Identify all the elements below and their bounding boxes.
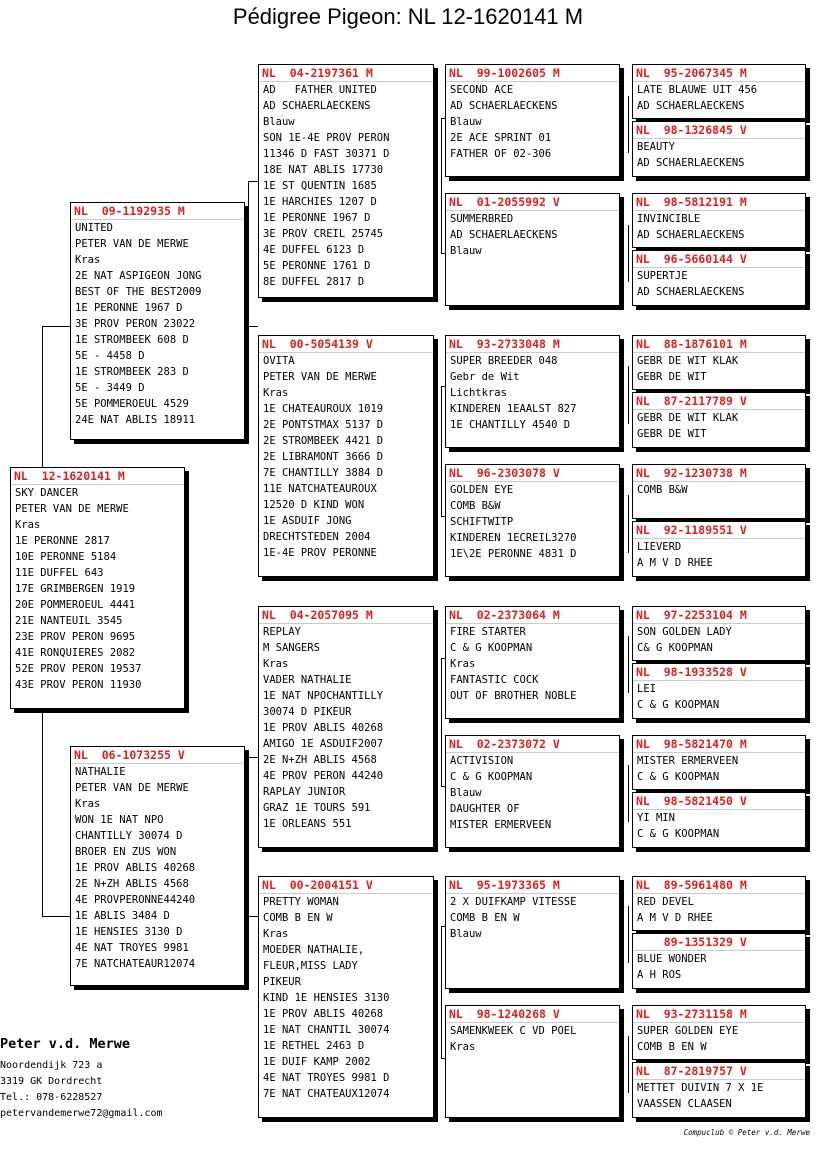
pigeon-details (633, 894, 805, 926)
ring-number: NL 89-5961480 M (633, 877, 805, 894)
pigeon-details (446, 624, 619, 704)
pigeon-line: 5E - 3449 D (75, 382, 145, 394)
connector-line (42, 326, 43, 469)
pigeon-line: 5E PERONNE 1761 D (263, 260, 371, 272)
pigeon-gen4 (632, 876, 806, 931)
ring-number: NL 06-1073255 V (71, 747, 244, 764)
pigeon-line: 1E PROV ABLIS 40268 (263, 1008, 384, 1020)
pigeon-line: FLEUR,MISS LADY (263, 960, 358, 972)
ring-number: NL 98-5821470 M (633, 736, 805, 753)
pigeon-line: COMB B&W (637, 484, 688, 496)
ring-number: NL 98-5821450 V (633, 793, 805, 810)
pigeon-line: 7E NATCHATEAUR12074 (75, 958, 196, 970)
pigeon-line: WON 1E NAT NPO (75, 814, 164, 826)
ring-number: NL 09-1192935 M (71, 203, 244, 220)
pigeon-line: SUPER GOLDEN EYE (637, 1025, 739, 1037)
breeder-email: petervandemerwe72@gmail.com (0, 1108, 163, 1119)
pigeon-details (633, 1080, 805, 1112)
pigeon-line: SON GOLDEN LADY (637, 626, 732, 638)
pigeon-line: 1E PERONNE 1967 D (75, 302, 183, 314)
pigeon-gen3 (445, 735, 620, 848)
pigeon-line: 1E-4E PROV PERONNE (263, 547, 377, 559)
pigeon-line: NATHALIE (75, 766, 126, 778)
connector-line (248, 181, 249, 327)
pigeon-line: 12520 D KIND WON (263, 499, 365, 511)
pigeon-sire (70, 202, 245, 440)
pigeon-line: AD SCHAERLAECKENS (637, 157, 745, 169)
pigeon-details (633, 539, 805, 571)
connector-line (248, 757, 249, 917)
pigeon-sire-sire (258, 64, 434, 298)
pigeon-details (259, 624, 433, 832)
pigeon-subject (10, 467, 185, 709)
pigeon-dam-sire (258, 606, 434, 848)
pigeon-details (71, 220, 244, 428)
pigeon-line: 1E ST QUENTIN 1685 (263, 180, 377, 192)
ring-number: NL 99-1002605 M (446, 65, 619, 82)
pigeon-line: 17E GRIMBERGEN 1919 (15, 583, 136, 595)
ring-number: NL 00-2004151 V (259, 877, 433, 894)
ring-number: NL 93-2733048 M (446, 336, 619, 353)
pigeon-line: 4E DUFFEL 6123 D (263, 244, 365, 256)
pigeon-details (259, 894, 433, 1102)
pigeon-line: 1E PERONNE 2817 (15, 535, 110, 547)
pigeon-line: AD FATHER UNITED (263, 84, 377, 96)
pigeon-line: SECOND ACE (450, 84, 514, 96)
pigeon-gen3 (445, 64, 620, 177)
pigeon-details (446, 894, 619, 942)
pigeon-gen4 (632, 663, 806, 719)
connector-line (42, 916, 70, 917)
pigeon-line: PETER VAN DE MERWE (75, 782, 189, 794)
connector-line (42, 710, 43, 916)
pigeon-line: Kras (75, 254, 101, 266)
pigeon-line: Kras (75, 798, 101, 810)
pigeon-line: PRETTY WOMAN (263, 896, 339, 908)
pigeon-line: YI MIN (637, 812, 675, 824)
pigeon-line: FANTASTIC COCK (450, 674, 539, 686)
pigeon-line: OVITA (263, 355, 295, 367)
pigeon-line: C & G KOOPMAN (637, 828, 720, 840)
pigeon-gen4 (632, 606, 806, 661)
pigeon-line: INVINCIBLE (637, 213, 701, 225)
ring-number: NL 98-1326845 V (633, 122, 805, 139)
ring-number: 89-1351329 V (633, 934, 805, 951)
pigeon-line: 24E NAT ABLIS 18911 (75, 414, 196, 426)
ring-number: NL 01-2055992 V (446, 194, 619, 211)
connector-line (628, 495, 629, 553)
pigeon-line: COMB B&W (450, 500, 501, 512)
connector-line (248, 757, 258, 758)
pigeon-details (633, 681, 805, 713)
pigeon-line: 1E DUIF KAMP 2002 (263, 1056, 371, 1068)
pigeon-line: Kras (15, 519, 41, 531)
pigeon-line: 1E ORLEANS 551 (263, 818, 352, 830)
pigeon-line: Blauw (450, 787, 482, 799)
footer-credit: Compuclub © Peter v.d. Merwe (683, 1128, 810, 1137)
ring-number: NL 98-1933528 V (633, 664, 805, 681)
pigeon-line: 11E DUFFEL 643 (15, 567, 104, 579)
pigeon-gen4 (632, 792, 806, 848)
pigeon-line: FIRE STARTER (450, 626, 526, 638)
pigeon-line: CHANTILLY 30074 D (75, 830, 183, 842)
pigeon-details (633, 211, 805, 243)
pigeon-line: DRECHTSTEDEN 2004 (263, 531, 371, 543)
connector-line (628, 96, 629, 153)
pigeon-line: BROER EN ZUS WON (75, 846, 177, 858)
pigeon-line: AD SCHAERLAECKENS (637, 229, 745, 241)
pigeon-line: ACTIVISION (450, 755, 514, 767)
pigeon-gen4 (632, 1005, 806, 1060)
pigeon-line: 10E PERONNE 5184 (15, 551, 117, 563)
pigeon-line: 23E PROV PERON 9695 (15, 631, 136, 643)
pigeon-line: SON 1E-4E PROV PERON (263, 132, 390, 144)
pigeon-line: 5E - 4458 D (75, 350, 145, 362)
pigeon-line: 4E PROV PERON 44240 (263, 770, 384, 782)
pigeon-line: Kras (263, 658, 289, 670)
pigeon-details (71, 764, 244, 972)
ring-number: NL 04-2057095 M (259, 607, 433, 624)
pigeon-line: 2E N+ZH ABLIS 4568 (75, 878, 189, 890)
breeder-info (0, 1036, 163, 1122)
pigeon-line: 1E\2E PERONNE 4831 D (450, 548, 577, 560)
ring-number: NL 02-2373072 V (446, 736, 619, 753)
pigeon-line: 52E PROV PERON 19537 (15, 663, 142, 675)
pigeon-line: PETER VAN DE MERWE (263, 371, 377, 383)
pigeon-details (446, 353, 619, 433)
pigeon-details (633, 353, 805, 385)
pigeon-line: C& G KOOPMAN (637, 642, 713, 654)
pigeon-line: GEBR DE WIT (637, 371, 707, 383)
pigeon-gen4 (632, 1062, 806, 1118)
pigeon-line: AD SCHAERLAECKENS (263, 100, 371, 112)
pigeon-gen3 (445, 335, 620, 448)
pigeon-line: 21E NANTEUIL 3545 (15, 615, 123, 627)
pigeon-line: KIND 1E HENSIES 3130 (263, 992, 390, 1004)
pigeon-gen4 (632, 64, 806, 119)
pigeon-line: 1E ABLIS 3484 D (75, 910, 170, 922)
pigeon-details (633, 951, 805, 983)
ring-number: NL 98-1240268 V (446, 1006, 619, 1023)
pigeon-line: 1E RETHEL 2463 D (263, 1040, 365, 1052)
pigeon-line: BLUE WONDER (637, 953, 707, 965)
pigeon-line: GRAZ 1E TOURS 591 (263, 802, 371, 814)
pigeon-line: PIKEUR (263, 976, 301, 988)
pigeon-line: Blauw (450, 245, 482, 257)
pigeon-line: 11E NATCHATEAUROUX (263, 483, 377, 495)
pigeon-line: VAASSEN CLAASEN (637, 1098, 732, 1110)
pigeon-line: 3E PROV PERON 23022 (75, 318, 196, 330)
pigeon-line: SUPERTJE (637, 270, 688, 282)
ring-number: NL 92-1230738 M (633, 465, 805, 482)
ring-number: NL 96-2303078 V (446, 465, 619, 482)
ring-number: NL 95-1973365 M (446, 877, 619, 894)
connector-line (441, 118, 442, 253)
pigeon-line: SKY DANCER (15, 487, 79, 499)
pigeon-details (633, 82, 805, 114)
breeder-address: Noordendijk 723 a (0, 1060, 103, 1071)
pigeon-line: COMB B EN W (450, 912, 520, 924)
pigeon-line: 1E PERONNE 1967 D (263, 212, 371, 224)
pigeon-line: 2E N+ZH ABLIS 4568 (263, 754, 377, 766)
pigeon-line: BEAUTY (637, 141, 675, 153)
pigeon-line: RAPLAY JUNIOR (263, 786, 346, 798)
pigeon-gen4 (632, 735, 806, 790)
breeder-name: Peter v.d. Merwe (0, 1036, 131, 1052)
ring-number: NL 02-2373064 M (446, 607, 619, 624)
pigeon-details (11, 485, 184, 693)
pigeon-line: 30074 D PIKEUR (263, 706, 352, 718)
pigeon-details (633, 1023, 805, 1055)
pigeon-line: SUMMERBRED (450, 213, 514, 225)
pigeon-details (446, 753, 619, 833)
connector-line (441, 386, 442, 516)
pigeon-gen3 (445, 464, 620, 577)
pigeon-line: SAMENKWEEK C VD POEL (450, 1025, 577, 1037)
connector-line (628, 225, 629, 282)
pigeon-line: COMB B EN W (263, 912, 333, 924)
pigeon-details (633, 810, 805, 842)
pigeon-line: 3E PROV CREIL 25745 (263, 228, 384, 240)
connector-line (441, 658, 442, 786)
pigeon-line: M SANGERS (263, 642, 320, 654)
pigeon-gen4 (632, 335, 806, 390)
pigeon-line: 1E PROV ABLIS 40268 (263, 722, 384, 734)
pigeon-line: Lichtkras (450, 387, 507, 399)
pigeon-line: MISTER ERMERVEEN (450, 819, 552, 831)
pigeon-line: AMIGO 1E ASDUIF2007 (263, 738, 384, 750)
pigeon-line: SUPER BREEDER 048 (450, 355, 558, 367)
pigeon-line: Blauw (450, 116, 482, 128)
ring-number: NL 92-1189551 V (633, 522, 805, 539)
pigeon-details (259, 353, 433, 561)
ring-number: NL 95-2067345 M (633, 65, 805, 82)
pigeon-line: MISTER ERMERVEEN (637, 755, 739, 767)
pigeon-line: 4E NAT TROYES 9981 (75, 942, 189, 954)
pigeon-line: 2E ACE SPRINT 01 (450, 132, 552, 144)
pigeon-details (633, 624, 805, 656)
pigeon-line: A M V D RHEE (637, 557, 713, 569)
pigeon-line: C & G KOOPMAN (637, 771, 720, 783)
pigeon-line: VADER NATHALIE (263, 674, 352, 686)
ring-number: NL 98-5812191 M (633, 194, 805, 211)
pigeon-line: COMB B EN W (637, 1041, 707, 1053)
ring-number: NL 88-1876101 M (633, 336, 805, 353)
breeder-phone: Tel.: 078-6228527 (0, 1092, 103, 1103)
pigeon-line: 1E HARCHIES 1207 D (263, 196, 377, 208)
pigeon-line: LEI (637, 683, 656, 695)
pigeon-line: 2E NAT ASPIGEON JONG (75, 270, 202, 282)
pigeon-line: SCHIFTWITP (450, 516, 514, 528)
ring-number: NL 12-1620141 M (11, 468, 184, 485)
pigeon-line: 2E LIBRAMONT 3666 D (263, 451, 384, 463)
pigeon-gen3 (445, 1005, 620, 1118)
pigeon-line: 18E NAT ABLIS 17730 (263, 164, 384, 176)
pigeon-line: RED DEVEL (637, 896, 694, 908)
pigeon-line: OUT OF BROTHER NOBLE (450, 690, 577, 702)
connector-line (628, 765, 629, 822)
pigeon-line: 8E DUFFEL 2817 D (263, 276, 365, 288)
pigeon-line: 1E HENSIES 3130 D (75, 926, 183, 938)
pigeon-details (633, 753, 805, 785)
pigeon-line: 1E NAT NPOCHANTILLY (263, 690, 384, 702)
pigeon-line: 41E RONQUIERES 2082 (15, 647, 136, 659)
pigeon-line: BEST OF THE BEST2009 (75, 286, 202, 298)
pigeon-line: 4E NAT TROYES 9981 D (263, 1072, 390, 1084)
pigeon-line: 1E CHATEAUROUX 1019 (263, 403, 384, 415)
pigeon-line: 2 X DUIFKAMP VITESSE (450, 896, 577, 908)
connector-line (248, 326, 258, 327)
pigeon-line: Kras (450, 658, 476, 670)
pigeon-details (446, 82, 619, 162)
pigeon-line: Blauw (263, 116, 295, 128)
connector-line (628, 1036, 629, 1093)
pigeon-details (446, 482, 619, 562)
pigeon-line: 1E STROMBEEK 283 D (75, 366, 189, 378)
connector-line (441, 926, 442, 1058)
pigeon-line: 11346 D FAST 30371 D (263, 148, 390, 160)
connector-line (248, 916, 258, 917)
pigeon-sire-dam (258, 335, 434, 577)
pigeon-line: METTET DUIVIN 7 X 1E (637, 1082, 764, 1094)
connector-line (628, 906, 629, 963)
pigeon-line: LATE BLAUWE UIT 456 (637, 84, 758, 96)
pigeon-line: Gebr de Wit (450, 371, 520, 383)
pigeon-line: LIEVERD (637, 541, 682, 553)
pigeon-line: 1E ASDUIF JONG (263, 515, 352, 527)
pigeon-line: GEBR DE WIT (637, 428, 707, 440)
pigeon-line: Kras (450, 1041, 476, 1053)
pigeon-details (633, 410, 805, 442)
ring-number: NL 97-2253104 M (633, 607, 805, 624)
pigeon-line: 7E NAT CHATEAUX12074 (263, 1088, 390, 1100)
pigeon-dam-dam (258, 876, 434, 1118)
pigeon-line: C & G KOOPMAN (450, 771, 533, 783)
connector-line (42, 326, 70, 327)
pigeon-line: 2E PONTSTMAX 5137 D (263, 419, 384, 431)
pigeon-line: PETER VAN DE MERWE (15, 503, 129, 515)
pigeon-line: 1E CHANTILLY 4540 D (450, 419, 571, 431)
pigeon-line: 1E PROV ABLIS 40268 (75, 862, 196, 874)
ring-number: NL 87-2819757 V (633, 1063, 805, 1080)
pigeon-line: 5E POMMEROEUL 4529 (75, 398, 189, 410)
pigeon-line: AD SCHAERLAECKENS (450, 100, 558, 112)
ring-number: NL 87-2117789 V (633, 393, 805, 410)
pigeon-details (446, 1023, 619, 1055)
pigeon-gen3 (445, 193, 620, 306)
connector-line (248, 181, 258, 182)
pigeon-line: 7E CHANTILLY 3884 D (263, 467, 384, 479)
pigeon-line: 4E PROVPERONNE44240 (75, 894, 196, 906)
pigeon-line: Blauw (450, 928, 482, 940)
pigeon-line: Kras (263, 387, 289, 399)
pigeon-line: 2E STROMBEEK 4421 D (263, 435, 384, 447)
pigeon-line: 1E STROMBEEK 608 D (75, 334, 189, 346)
pigeon-gen4 (632, 250, 806, 306)
pigeon-line: Kras (263, 928, 289, 940)
pigeon-line: GEBR DE WIT KLAK (637, 412, 739, 424)
pigeon-gen4 (632, 933, 806, 989)
pigeon-line: MOEDER NATHALIE, (263, 944, 365, 956)
pigeon-line: GEBR DE WIT KLAK (637, 355, 739, 367)
connector-line (628, 366, 629, 424)
ring-number: NL 00-5054139 V (259, 336, 433, 353)
pigeon-line: GOLDEN EYE (450, 484, 514, 496)
pigeon-dam (70, 746, 245, 986)
pigeon-line: 43E PROV PERON 11930 (15, 679, 142, 691)
connector-line (628, 636, 629, 693)
pigeon-line: 1E NAT CHANTIL 30074 (263, 1024, 390, 1036)
pigeon-line: KINDEREN 1EAALST 827 (450, 403, 577, 415)
pigeon-gen3 (445, 876, 620, 989)
breeder-city: 3319 GK Dordrecht (0, 1076, 103, 1087)
pigeon-line: C & G KOOPMAN (637, 699, 720, 711)
pigeon-details (633, 482, 805, 498)
pigeon-details (633, 268, 805, 300)
pigeon-gen4 (632, 392, 806, 448)
ring-number: NL 93-2731158 M (633, 1006, 805, 1023)
pigeon-gen4 (632, 521, 806, 577)
ring-number: NL 96-5660144 V (633, 251, 805, 268)
pigeon-line: C & G KOOPMAN (450, 642, 533, 654)
pigeon-line: AD SCHAERLAECKENS (637, 100, 745, 112)
pigeon-line: UNITED (75, 222, 113, 234)
pigeon-line: AD SCHAERLAECKENS (637, 286, 745, 298)
pigeon-line: DAUGHTER OF (450, 803, 520, 815)
ring-number: NL 04-2197361 M (259, 65, 433, 82)
pigeon-line: FATHER OF 02-306 (450, 148, 552, 160)
pigeon-line: KINDEREN 1ECREIL3270 (450, 532, 577, 544)
pigeon-details (633, 139, 805, 171)
pigeon-line: A H ROS (637, 969, 682, 981)
pigeon-gen3 (445, 606, 620, 719)
pigeon-gen4 (632, 121, 806, 177)
pigeon-line: AD SCHAERLAECKENS (450, 229, 558, 241)
pigeon-line: PETER VAN DE MERWE (75, 238, 189, 250)
page-title: Pédigree Pigeon: NL 12-1620141 M (232, 4, 584, 29)
pigeon-line: 20E POMMEROEUL 4441 (15, 599, 136, 611)
pigeon-details (259, 82, 433, 290)
pigeon-line: REPLAY (263, 626, 301, 638)
pigeon-details (446, 211, 619, 259)
pigeon-gen4 (632, 464, 806, 519)
pigeon-line: A M V D RHEE (637, 912, 713, 924)
pigeon-gen4 (632, 193, 806, 248)
